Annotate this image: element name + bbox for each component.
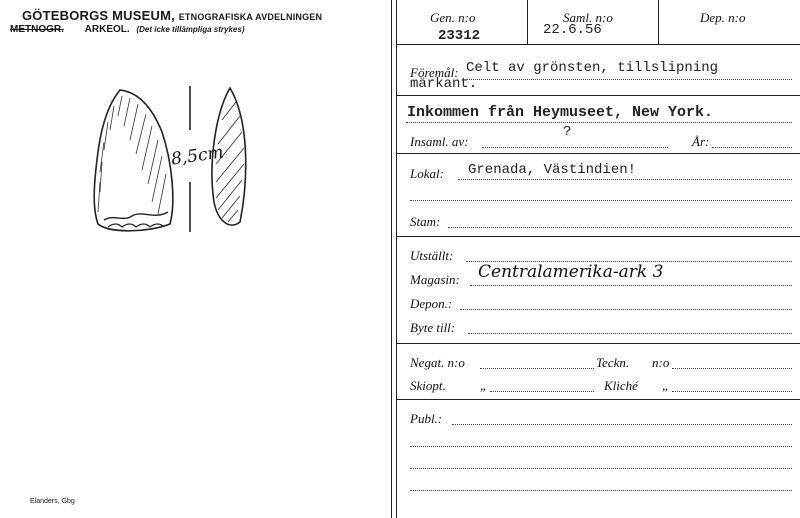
category-ethnography-struck: METNOGR. [10, 24, 64, 35]
insaml-label: Insaml. av: [410, 134, 469, 149]
kliche-ditto: „ [662, 378, 670, 393]
kliche-label: Kliché [604, 378, 638, 393]
byte-till-label: Byte till: [410, 320, 456, 335]
gen-no-label: Gen. n:o [430, 10, 476, 25]
teckn-no-label: n:o [652, 355, 670, 370]
stam-label: Stam: [410, 214, 441, 229]
depon-label: Depon.: [410, 296, 453, 311]
category-line [10, 24, 245, 35]
saml-no-label: Saml. n:o [563, 10, 613, 25]
strike-note: (Det icke tillämpliga strykes) [136, 25, 245, 34]
gen-no-value: 23312 [438, 28, 481, 44]
utstallt-label: Utställt: [410, 248, 454, 263]
skiopt-ditto: „ [480, 378, 488, 393]
dep-no-label: Dep. n:o [700, 10, 746, 25]
foremal-value-line2: märkant. [410, 76, 478, 92]
ar-label: År: [692, 134, 710, 149]
saml-no-value: 22.6.56 [543, 22, 602, 38]
printer-credit: Elanders, Gbg [30, 498, 75, 505]
teckn-label: Teckn. [596, 355, 630, 370]
publ-label: Publ.: [410, 411, 443, 426]
inkommen-from: Inkommen från Heymuseet, New York. [407, 104, 714, 121]
magasin-value: Centralamerika-ark 3 [478, 262, 664, 282]
skiopt-label: Skiopt. [410, 378, 446, 393]
lokal-label: Lokal: [410, 166, 444, 181]
negat-label: Negat. n:o [410, 355, 465, 370]
foremal-label: Föremål: [410, 65, 459, 80]
magasin-label: Magasin: [410, 272, 460, 287]
celt-front-hatching [98, 96, 166, 214]
insaml-value: ? [563, 124, 572, 140]
lokal-value: Grenada, Västindien! [468, 162, 637, 178]
museum-name: GÖTEBORGS MUSEUM, ETNOGRAFISKA AVDELNINGEN [22, 8, 323, 23]
measurement-label: 8,5cm [169, 142, 225, 170]
category-archaeology: ARKEOL. [84, 24, 130, 35]
foremal-value-line1: Celt av grönsten, tillslipning [466, 60, 719, 76]
department-name: ETNOGRAFISKA AVDELNINGEN [178, 12, 323, 22]
